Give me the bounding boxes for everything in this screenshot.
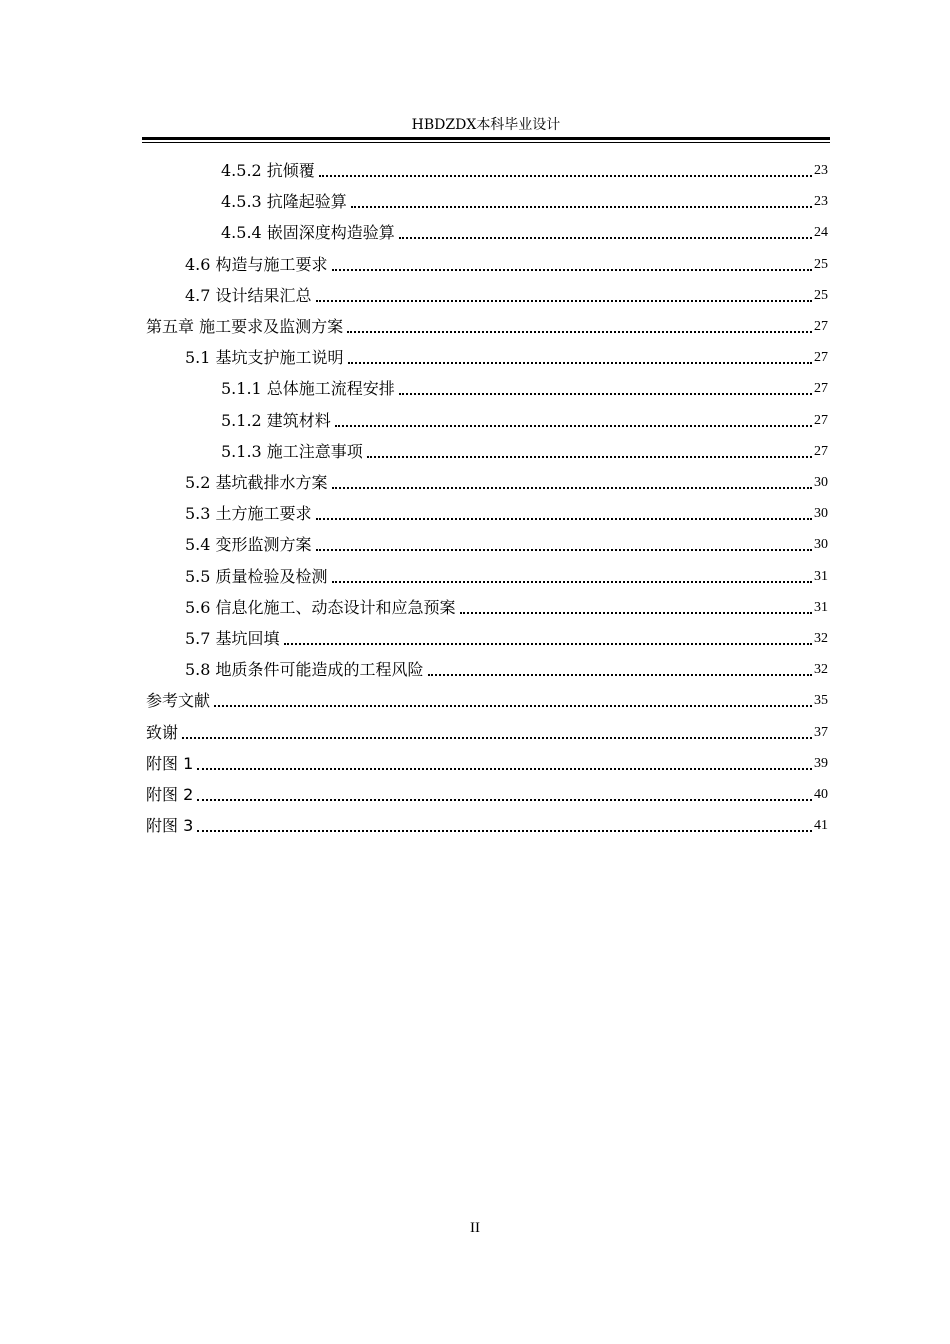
toc-entry-page: 31 xyxy=(814,599,828,615)
toc-entry-title: 5.1.3 施工注意事项 xyxy=(221,441,363,461)
toc-entry[interactable] xyxy=(221,158,828,182)
toc-dot-leader xyxy=(332,580,812,583)
toc-entry-title: 参考文献 xyxy=(146,691,211,711)
toc-entry-title: 4.7 设计结果汇总 xyxy=(185,285,312,305)
toc-dot-leader xyxy=(428,673,812,676)
toc-dot-leader xyxy=(351,205,812,208)
toc-entry[interactable] xyxy=(185,626,828,650)
toc-entry-page: 37 xyxy=(814,724,828,740)
toc-entry-title: 5.2 基坑截排水方案 xyxy=(185,473,328,492)
toc-entry-page: 27 xyxy=(814,381,828,397)
toc-entry-title: 4.6 构造与施工要求 xyxy=(185,254,328,274)
toc-entry-page: 23 xyxy=(814,163,828,178)
toc-dot-leader xyxy=(316,517,812,520)
toc-entry-title: 附图 1 xyxy=(146,753,194,773)
toc-entry-title: 5.6 信息化施工、动态设计和应急预案 xyxy=(185,597,456,617)
toc-dot-leader xyxy=(197,798,812,801)
toc-dot-leader xyxy=(348,361,812,364)
toc-entry-page: 39 xyxy=(814,755,828,771)
toc-dot-leader xyxy=(316,548,812,551)
toc-entry-title: 5.4 变形监测方案 xyxy=(185,535,312,555)
toc-entry-page: 32 xyxy=(814,662,828,678)
toc-entry-page: 30 xyxy=(814,475,828,490)
toc-entry[interactable] xyxy=(185,345,828,369)
toc-dot-leader xyxy=(319,174,812,177)
toc-entry-page: 30 xyxy=(814,537,828,553)
toc-entry[interactable] xyxy=(146,751,828,775)
toc-entry-title: 5.8 地质条件可能造成的工程风险 xyxy=(185,660,424,680)
toc-entry-title: 4.5.2 抗倾覆 xyxy=(221,161,315,180)
toc-entry-title: 5.7 基坑回填 xyxy=(185,629,280,648)
toc-entry-title: 4.5.3 抗隆起验算 xyxy=(221,192,347,212)
toc-entry[interactable] xyxy=(146,813,828,837)
toc-entry-title: 4.5.4 嵌固深度构造验算 xyxy=(221,223,395,243)
toc-entry-page: 31 xyxy=(814,568,828,584)
toc-entry[interactable] xyxy=(185,657,828,681)
toc-dot-leader xyxy=(214,704,812,707)
page-number: II xyxy=(470,1220,480,1236)
toc-dot-leader xyxy=(197,767,812,770)
toc-entry[interactable] xyxy=(146,688,828,712)
toc-entry[interactable] xyxy=(185,283,828,307)
toc-dot-leader xyxy=(197,829,812,832)
toc-dot-leader xyxy=(367,455,812,458)
toc-dot-leader xyxy=(316,299,812,302)
toc-dot-leader xyxy=(460,611,812,614)
toc-entry-title: 致谢 xyxy=(146,722,179,742)
toc-entry[interactable] xyxy=(185,470,828,494)
toc-entry-page: 27 xyxy=(814,443,828,459)
toc-entry-title: 附图 3 xyxy=(146,816,194,836)
toc-dot-leader xyxy=(399,236,812,239)
toc-entry[interactable] xyxy=(146,782,828,806)
toc-entry-page: 27 xyxy=(814,412,828,428)
toc-dot-leader xyxy=(332,268,812,271)
toc-entry[interactable] xyxy=(185,595,828,619)
toc-entry[interactable] xyxy=(185,564,828,588)
toc-entry-page: 32 xyxy=(814,631,828,646)
toc-entry-title: 5.1 基坑支护施工说明 xyxy=(185,348,344,368)
page-header: HBDZDX本科毕业设计 xyxy=(411,117,561,133)
toc-entry[interactable] xyxy=(221,376,828,400)
toc-entry-page: 27 xyxy=(814,350,828,366)
toc-entry-page: 24 xyxy=(814,225,828,241)
toc-entry[interactable] xyxy=(185,252,828,276)
toc-entry-title: 附图 2 xyxy=(146,785,194,804)
toc-entry-page: 40 xyxy=(814,787,828,802)
toc-entry-page: 35 xyxy=(814,693,828,709)
toc-entry[interactable] xyxy=(146,314,828,338)
toc-entry-page: 41 xyxy=(814,818,828,834)
toc-entry[interactable] xyxy=(185,532,828,556)
toc-entry-title: 5.3 土方施工要求 xyxy=(185,504,312,524)
toc-entry[interactable] xyxy=(185,501,828,525)
toc-entry[interactable] xyxy=(221,439,828,463)
toc-dot-leader xyxy=(332,486,812,489)
toc-entry-page: 27 xyxy=(814,319,828,334)
toc-entry-page: 25 xyxy=(814,256,828,272)
toc-entry-page: 25 xyxy=(814,287,828,303)
toc-entry[interactable] xyxy=(221,189,828,213)
toc-dot-leader xyxy=(284,642,812,645)
toc-entry-page: 30 xyxy=(814,506,828,522)
toc-entry-title: 5.1.2 建筑材料 xyxy=(221,410,331,430)
toc-entry[interactable] xyxy=(146,720,828,744)
toc-dot-leader xyxy=(399,392,812,395)
toc-entry-title: 5.1.1 总体施工流程安排 xyxy=(221,379,395,399)
toc-dot-leader xyxy=(182,736,812,739)
toc-entry[interactable] xyxy=(221,408,828,432)
toc-entry-title: 第五章 施工要求及监测方案 xyxy=(146,317,344,336)
toc-dot-leader xyxy=(335,424,812,427)
toc-entry-page: 23 xyxy=(814,194,828,210)
toc-entry-title: 5.5 质量检验及检测 xyxy=(185,566,328,586)
toc-dot-leader xyxy=(347,330,812,333)
toc-entry[interactable] xyxy=(221,220,828,244)
